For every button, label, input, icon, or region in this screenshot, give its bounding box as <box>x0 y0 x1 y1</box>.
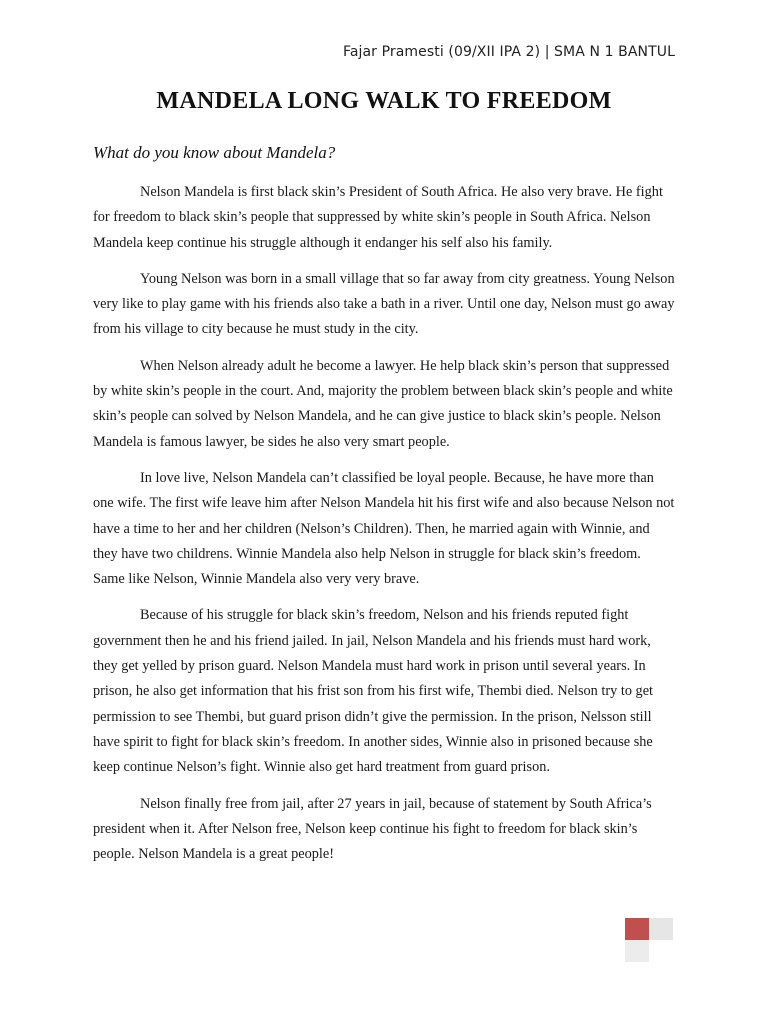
decoration-square-gray-lower <box>625 940 649 962</box>
paragraph-3: When Nelson already adult he become a lawyer. He help black skin’s person that suppressed by white skin’s people in the court. And, majority the problem between black skin’s people and white skin’s people can solved by Nelson Mandela, and he can give justice to black skin’s people. Nelson Mandela is famous lawyer, be sides he also very smart people. <box>93 357 673 450</box>
page-corner-decoration <box>625 918 673 962</box>
paragraph-1: Nelson Mandela is first black skin’s President of South Africa. He also very brave. He fight for freedom to black skin’s people that suppressed by white skin’s people in South Africa. Nelson Mandela keep continue his struggle although it endanger his self also his family. <box>93 184 663 251</box>
paragraph-6: Nelson finally free from jail, after 27 years in jail, because of statement by South Africa’s president when it. After Nelson free, Nelson keep continue his fight to freedom for black skin’s people. Nelson Mandela is a great people! <box>93 795 652 863</box>
paragraph-2: Young Nelson was born in a small village that so far away from city greatness. Young Nelson very like to play game with his friends also take a bath in a river. Until one day, Nelson must go away from his village to city because he must study in the city. <box>93 270 675 338</box>
decoration-square-red <box>625 918 649 940</box>
decoration-square-gray <box>649 918 673 940</box>
paragraph-5: Because of his struggle for black skin’s freedom, Nelson and his friends reputed fight government then he and his friend jailed. In jail, Nelson Mandela and his friends must hard work, they get yelled by prison guard. Nelson Mandela must hard work in prison until several years. In prison, he also get information that his frist son from his first wife, Thembi died. Nelson try to get permission to see Thembi, but guard prison didn’t give the permission. In the prison, Nelsson still have spirit to fight for black skin’s freedom. In another sides, Winnie also in prisoned because she keep continue Nelson’s fight. Winnie also get hard treatment from guard prison. <box>93 607 654 776</box>
document-title: MANDELA LONG WALK TO FREEDOM <box>156 88 612 114</box>
section-question: What do you know about Mandela? <box>93 143 336 162</box>
document-header: Fajar Pramesti (09/XII IPA 2) | SMA N 1 BANTUL <box>342 44 675 60</box>
document-body <box>93 180 675 878</box>
paragraph-4: In love live, Nelson Mandela can’t classified be loyal people. Because, he have more than one wife. The first wife leave him after Nelson Mandela hit his first wife and also because Nelson not have a time to her and her children (Nelson’s Children). Then, he married again with Winnie, and they have two childrens. Winnie Mandela also help Nelson in struggle for black skin’s freedom. Same like Nelson, Winnie Mandela also very very brave. <box>93 469 675 588</box>
